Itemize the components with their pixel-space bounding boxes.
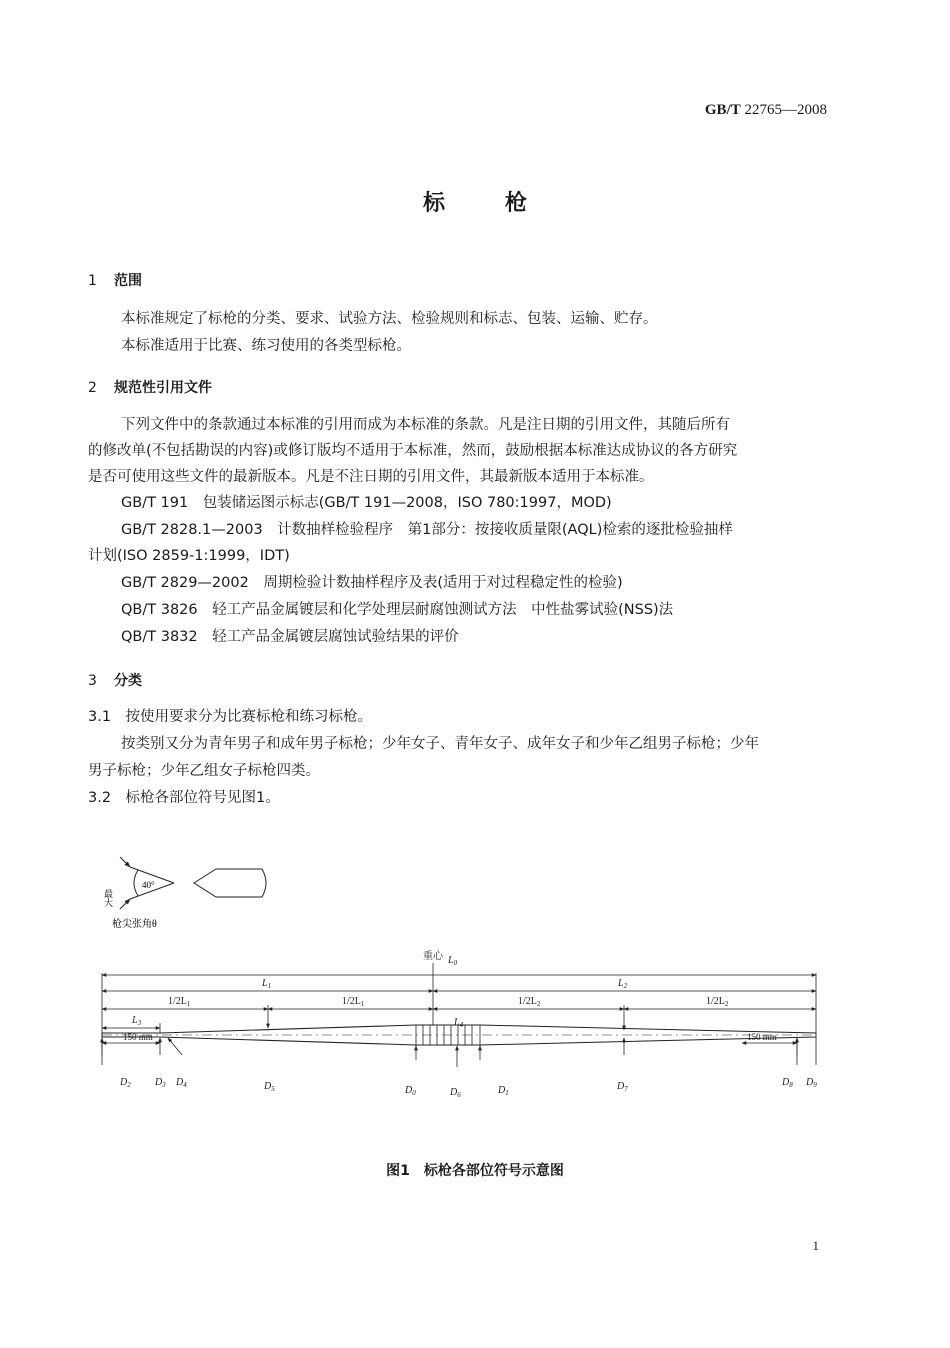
section-title: 分类 [114,673,142,689]
reference-item-continued: 计划(ISO 2859-1:1999，IDT) [88,548,290,564]
section-1-heading [88,270,142,290]
tip-caption: 枪尖张角θ [112,919,157,930]
standard-number [705,102,827,119]
D6-label: $D_6$ [450,1087,461,1099]
tip-max-label: 最大 [103,889,113,907]
half-L2-label: $1/2L_2$ [518,996,541,1008]
D4-label: $D_4$ [176,1077,187,1089]
section-3-heading [88,670,142,690]
L2-label: $L_2$ [618,978,628,990]
length-150mm-right: 150 mm [747,1032,777,1042]
center-of-gravity-label: 重心 [423,951,443,962]
reference-item: GB/T 2828.1—2003 计数抽样检验程序 第1部分：按接收质量限(AQL)检索的逐批检验抽样 [121,522,733,538]
L3-label: $L_3$ [132,1015,142,1027]
clause-3-1-detail-2: 男子标枪；少年乙组女子标枪四类。 [88,763,320,779]
half-L2-label: $1/2L_2$ [706,996,729,1008]
section-title: 规范性引用文件 [114,380,212,396]
half-L1-label: $1/2L_1$ [168,996,191,1008]
reference-item: GB/T 2829—2002 周期检验计数抽样程序及表(适用于对过程稳定性的检验) [121,575,623,591]
paragraph-refs-3: 是否可使用这些文件的最新版本。凡是不注日期的引用文件，其最新版本适用于本标准。 [88,469,654,485]
tip-angle-inset [103,857,266,930]
standard-prefix: GB/T [704,102,741,118]
section-number: 3 [88,673,97,689]
D8-label: $D_8$ [782,1077,793,1089]
L1-label: $L_1$ [262,978,272,990]
tip-angle-label: 40° [142,880,155,890]
D7-label: $D_7$ [617,1081,628,1093]
paragraph-scope-2: 本标准适用于比赛、练习使用的各类型标枪。 [121,338,411,354]
figure-caption: 图1 标枪各部位符号示意图 [386,1163,564,1179]
reference-item: GB/T 191 包装储运图示标志(GB/T 191—2008，ISO 780:1997，MOD) [121,495,612,511]
page-number: 1 [812,1238,819,1253]
dimension-lines [102,963,816,1065]
javelin-figure [90,845,830,1115]
clause-3-1-detail-1: 按类别又分为青年男子和成年男子标枪；少年女子、青年女子、成年女子和少年乙组男子标枪；少年 [121,736,759,752]
standard-code: 22765—2008 [744,102,827,118]
L0-label: $L_0$ [448,955,458,967]
page-title: 标枪 [422,191,587,216]
reference-item: QB/T 3832 轻工产品金属镀层腐蚀试验结果的评价 [121,629,459,645]
paragraph-refs-1: 下列文件中的条款通过本标准的引用而成为本标准的条款。凡是注日期的引用文件，其随后所有 [121,417,730,433]
reference-item: QB/T 3826 轻工产品金属镀层和化学处理层耐腐蚀测试方法 中性盐雾试验(NSS)法 [121,602,674,618]
D9-label: $D_9$ [806,1077,817,1089]
D1-label: $D_1$ [498,1085,509,1097]
section-number: 1 [88,273,97,289]
paragraph-scope-1: 本标准规定了标枪的分类、要求、试验方法、检验规则和标志、包装、运输、贮存。 [121,311,658,327]
D0-label: $D_0$ [405,1085,416,1097]
clause-3-1: 3.1 按使用要求分为比赛标枪和练习标枪。 [88,709,373,725]
clause-3-2: 3.2 标枪各部位符号见图1。 [88,790,280,806]
half-L1-label: $1/2L_1$ [342,996,365,1008]
section-title: 范围 [114,273,142,289]
D3-label: $D_3$ [155,1077,166,1089]
D5-label: $D_5$ [264,1081,275,1093]
L4-label: $L_4$ [454,1017,464,1029]
section-2-heading [88,377,212,397]
section-number: 2 [88,380,97,396]
javelin-tip-outline [194,869,266,897]
paragraph-refs-2: 的修改单(不包括勘误的内容)或修订版均不适用于本标准，然而，鼓励根据本标准达成协议的各方研究 [88,443,738,459]
length-150mm-left: 150 mm [123,1032,153,1042]
D2-label: $D_2$ [120,1077,131,1089]
